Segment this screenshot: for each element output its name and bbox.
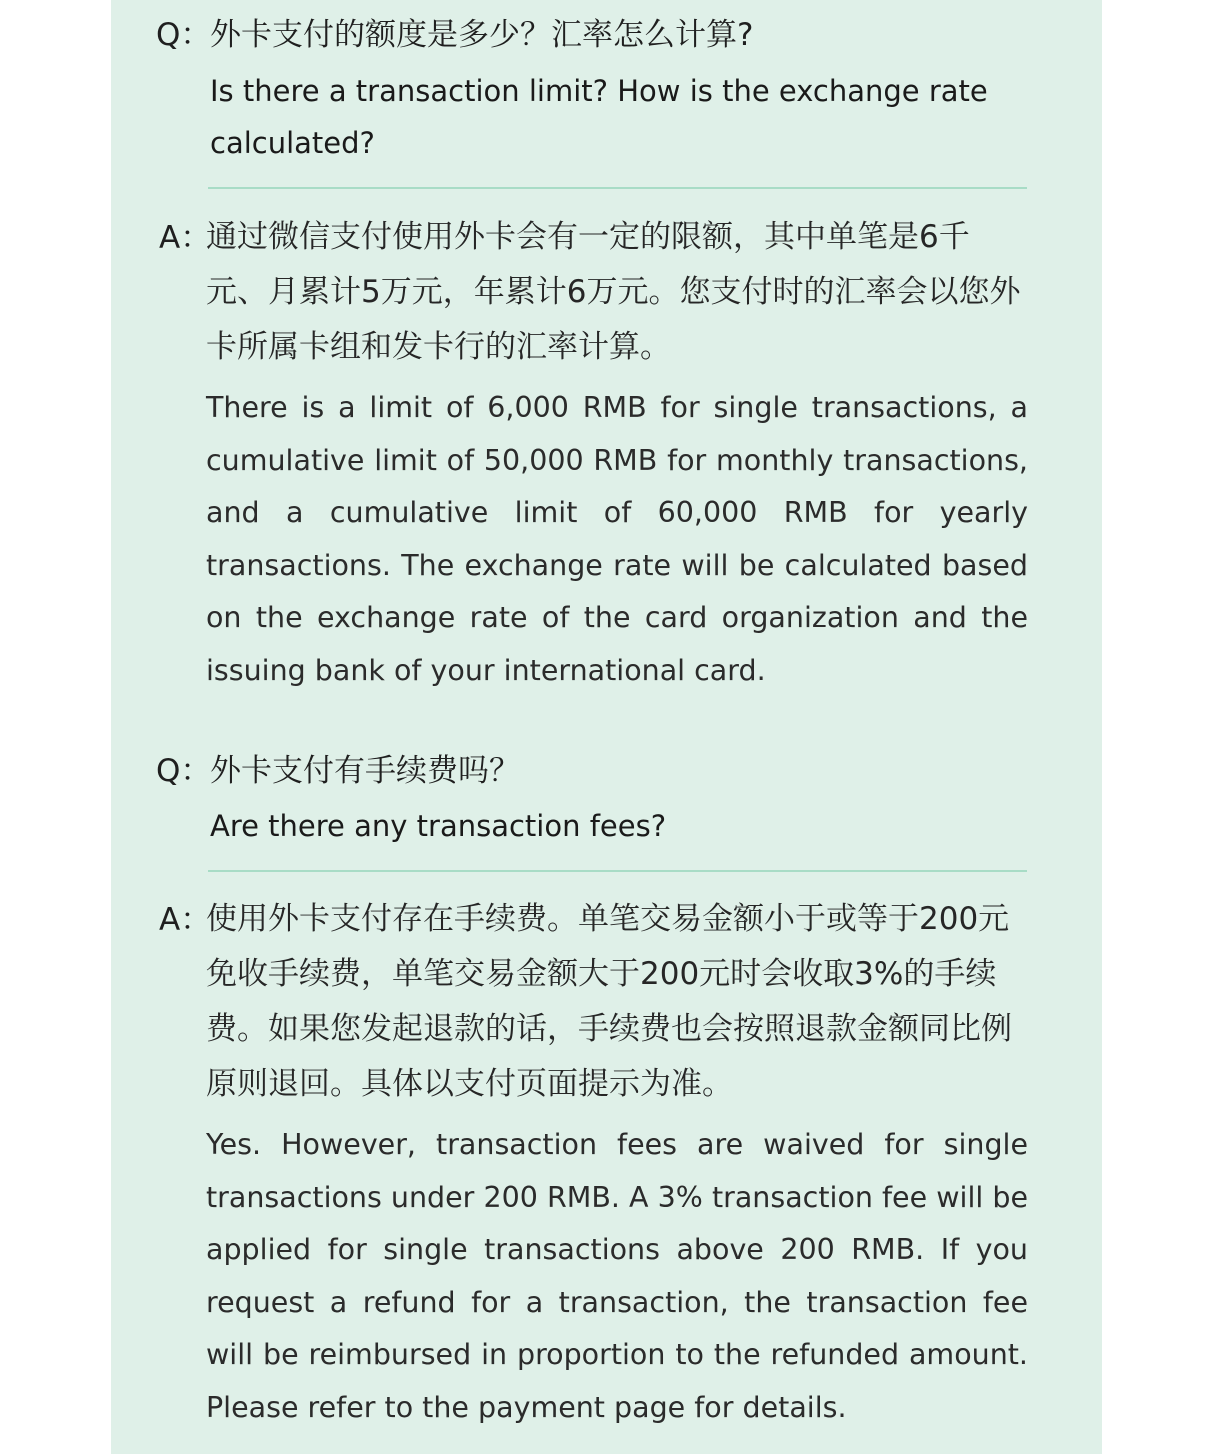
answer-marker: A：	[159, 220, 212, 256]
answer-chinese: 通过微信支付使用外卡会有一定的限额，其中单笔是6千元、月累计5万元，年累计6万元。您支付时的汇率会以您外卡所属卡组和发卡行的汇率计算。	[206, 219, 1021, 365]
question-english: Is there a transaction limit? How is the exchange rate calculated?	[210, 74, 988, 160]
question-english: Are there any transaction fees?	[210, 809, 667, 843]
question-chinese: 外卡支付有手续费吗？	[210, 753, 520, 789]
answer-english: Yes. However, transaction fees are waived for single transactions under 200 RMB. A 3% transaction fee will be applied for single transactions above 200 RMB. If you request a refund for a transaction, the transaction fee will be reimbursed in proportion to the refunded amount. Please refer to the payment page for details.	[206, 1128, 1028, 1424]
divider	[208, 187, 1027, 189]
divider	[208, 870, 1027, 872]
answer-chinese: 使用外卡支付存在手续费。单笔交易金额小于或等于200元免收手续费，单笔交易金额大于200元时会收取3%的手续费。如果您发起退款的话，手续费也会按照退款金额同比例原则退回。具体以支付页面提示为准。	[206, 901, 1012, 1102]
answer-marker: A：	[159, 902, 212, 938]
faq-panel	[111, 0, 1102, 1454]
question-marker: Q：	[156, 17, 212, 53]
question-marker: Q：	[156, 753, 212, 789]
answer-english: There is a limit of 6,000 RMB for single transactions, a cumulative limit of 50,000 RMB for monthly transactions, and a cumulative limit of 60,000 RMB for yearly transactions. The exchange rate will be calculated based on the exchange rate of the card organization and the issuing bank of your international card.	[206, 391, 1028, 687]
question-chinese: 外卡支付的额度是多少？汇率怎么计算?	[210, 17, 754, 53]
